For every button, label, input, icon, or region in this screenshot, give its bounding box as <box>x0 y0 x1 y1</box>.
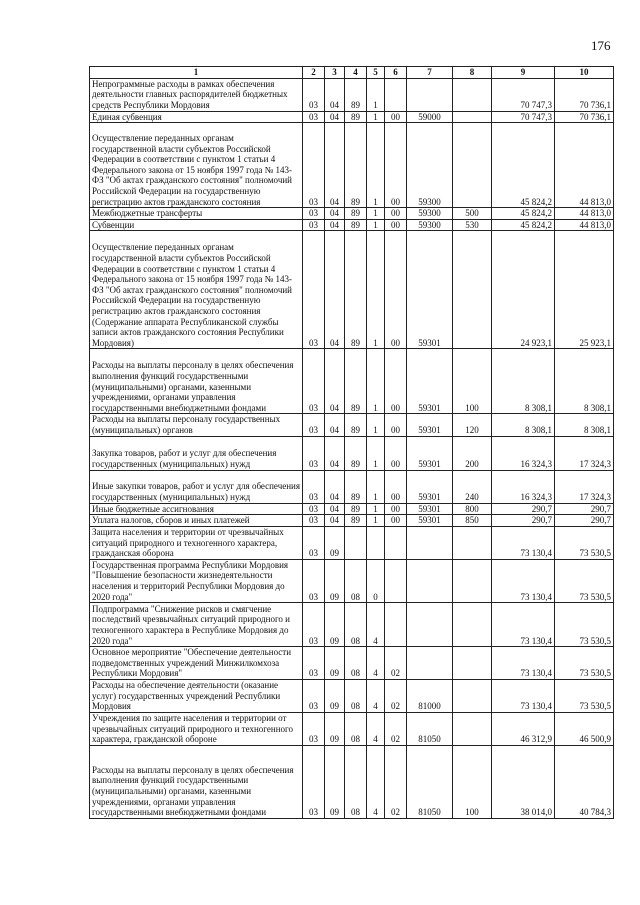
amount-cell: 45 824,2 <box>492 123 555 208</box>
code-cell: 00 <box>385 123 407 208</box>
table-row <box>90 436 614 470</box>
code-cell: 1 <box>367 349 385 414</box>
code-cell: 59300 <box>407 123 453 208</box>
code-cell: 59301 <box>407 503 453 515</box>
code-cell: 04 <box>325 123 345 208</box>
code-cell <box>407 647 453 680</box>
code-cell: 81000 <box>407 679 453 712</box>
amount-cell: 16 324,3 <box>492 470 555 503</box>
expense-name-cell: Осуществление переданных органам государственной власти субъектов Российской Федерации в соответствии с пунктом 1 статьи 4 Федерального закона от 15 ноября 1997 года № 143-ФЗ "Об актах гражданского состояния" полномочий Российской Федерации на государственную регистрацию актов гражданского состояния (Содержание аппарата Республиканской службы записи актов гражданского состояния Республики Мордовия) <box>90 231 303 349</box>
code-cell: 89 <box>345 111 367 123</box>
code-cell: 08 <box>345 745 367 818</box>
table-row <box>90 78 614 111</box>
code-cell: 59301 <box>407 436 453 470</box>
table-row <box>90 219 614 231</box>
code-cell <box>385 603 407 647</box>
column-header-7: 7 <box>407 67 453 79</box>
amount-cell: 290,7 <box>492 503 555 515</box>
code-cell: 59000 <box>407 111 453 123</box>
code-cell: 00 <box>385 231 407 349</box>
amount-cell: 25 923,1 <box>555 231 614 349</box>
code-cell: 03 <box>303 603 325 647</box>
code-cell: 03 <box>303 231 325 349</box>
code-cell: 00 <box>385 503 407 515</box>
budget-table <box>89 66 614 819</box>
column-header-10: 10 <box>555 67 614 79</box>
column-header-8: 8 <box>453 67 492 79</box>
code-cell: 89 <box>345 470 367 503</box>
expense-name-cell: Уплата налогов, сборов и иных платежей <box>90 515 303 527</box>
code-cell: 120 <box>453 414 492 436</box>
code-cell: 89 <box>345 515 367 527</box>
code-cell <box>385 559 407 602</box>
code-cell <box>453 111 492 123</box>
code-cell: 04 <box>325 470 345 503</box>
code-cell: 89 <box>345 208 367 220</box>
code-cell: 03 <box>303 712 325 745</box>
code-cell: 08 <box>345 712 367 745</box>
code-cell <box>345 526 367 559</box>
code-cell <box>407 526 453 559</box>
code-cell: 04 <box>325 436 345 470</box>
table-row <box>90 414 614 436</box>
table-row <box>90 515 614 527</box>
code-cell: 02 <box>385 745 407 818</box>
code-cell: 03 <box>303 78 325 111</box>
code-cell: 0 <box>367 559 385 602</box>
amount-cell: 45 824,2 <box>492 219 555 231</box>
code-cell: 1 <box>367 219 385 231</box>
code-cell: 04 <box>325 349 345 414</box>
code-cell: 89 <box>345 219 367 231</box>
column-header-1: 1 <box>90 67 303 79</box>
code-cell <box>367 526 385 559</box>
code-cell: 4 <box>367 647 385 680</box>
amount-cell: 73 530,5 <box>555 559 614 602</box>
amount-cell: 73 530,5 <box>555 526 614 559</box>
amount-cell: 44 813,0 <box>555 123 614 208</box>
code-cell: 02 <box>385 679 407 712</box>
code-cell: 1 <box>367 111 385 123</box>
code-cell <box>385 526 407 559</box>
expense-name-cell: Расходы на выплаты персоналу в целях обеспечения выполнения функций государственными (муниципальными) органами, казенными учреждениями, органами управления государственными внебюджетными фондами <box>90 745 303 818</box>
code-cell: 4 <box>367 603 385 647</box>
code-cell: 09 <box>325 745 345 818</box>
code-cell: 00 <box>385 470 407 503</box>
amount-cell: 70 747,3 <box>492 78 555 111</box>
expense-name-cell: Государственная программа Республики Мордовия "Повышение безопасности жизнедеятельности населения и территорий Республики Мордовия до 2020 года" <box>90 559 303 602</box>
code-cell: 09 <box>325 712 345 745</box>
code-cell: 59300 <box>407 208 453 220</box>
code-cell: 09 <box>325 647 345 680</box>
code-cell: 04 <box>325 111 345 123</box>
code-cell: 89 <box>345 503 367 515</box>
code-cell <box>385 78 407 111</box>
column-header-6: 6 <box>385 67 407 79</box>
amount-cell: 40 784,3 <box>555 745 614 818</box>
table-row <box>90 712 614 745</box>
table-row <box>90 745 614 818</box>
table-row <box>90 231 614 349</box>
code-cell: 1 <box>367 515 385 527</box>
code-cell: 1 <box>367 503 385 515</box>
expense-name-cell: Расходы на выплаты персоналу в целях обеспечения выполнения функций государственными (муниципальными) органами, казенными учреждениями, органами управления государственными внебюджетными фондами <box>90 349 303 414</box>
code-cell: 08 <box>345 559 367 602</box>
code-cell: 00 <box>385 414 407 436</box>
code-cell <box>453 679 492 712</box>
code-cell <box>453 559 492 602</box>
amount-cell: 44 813,0 <box>555 219 614 231</box>
amount-cell: 73 130,4 <box>492 679 555 712</box>
code-cell: 00 <box>385 219 407 231</box>
code-cell: 09 <box>325 526 345 559</box>
expense-name-cell: Иные бюджетные ассигнования <box>90 503 303 515</box>
code-cell: 89 <box>345 123 367 208</box>
code-cell: 03 <box>303 414 325 436</box>
code-cell: 800 <box>453 503 492 515</box>
code-cell: 03 <box>303 503 325 515</box>
code-cell: 89 <box>345 78 367 111</box>
code-cell: 530 <box>453 219 492 231</box>
column-header-2: 2 <box>303 67 325 79</box>
amount-cell: 8 308,1 <box>492 349 555 414</box>
code-cell: 04 <box>325 231 345 349</box>
code-cell: 59301 <box>407 470 453 503</box>
code-cell: 4 <box>367 745 385 818</box>
amount-cell: 24 923,1 <box>492 231 555 349</box>
expense-name-cell: Межбюджетные трансферты <box>90 208 303 220</box>
code-cell: 02 <box>385 712 407 745</box>
code-cell: 1 <box>367 208 385 220</box>
expense-name-cell: Расходы на обеспечение деятельности (оказание услуг) государственных учреждений Республики Мордовия <box>90 679 303 712</box>
code-cell: 59301 <box>407 414 453 436</box>
code-cell: 03 <box>303 679 325 712</box>
expense-name-cell: Основное мероприятие "Обеспечение деятельности подведомственных учреждений Минжилкомхоза Республики Мордовия" <box>90 647 303 680</box>
code-cell: 1 <box>367 123 385 208</box>
amount-cell: 38 014,0 <box>492 745 555 818</box>
table-row <box>90 503 614 515</box>
table-row <box>90 603 614 647</box>
code-cell <box>453 603 492 647</box>
code-cell: 03 <box>303 470 325 503</box>
amount-cell: 73 130,4 <box>492 526 555 559</box>
code-cell: 59301 <box>407 349 453 414</box>
code-cell <box>407 603 453 647</box>
amount-cell: 70 736,1 <box>555 111 614 123</box>
code-cell: 89 <box>345 414 367 436</box>
expense-name-cell: Расходы на выплаты персоналу государственных (муниципальных) органов <box>90 414 303 436</box>
code-cell <box>453 123 492 208</box>
code-cell: 240 <box>453 470 492 503</box>
code-cell: 04 <box>325 414 345 436</box>
code-cell: 09 <box>325 603 345 647</box>
amount-cell: 73 530,5 <box>555 679 614 712</box>
amount-cell: 46 500,9 <box>555 712 614 745</box>
code-cell: 1 <box>367 231 385 349</box>
amount-cell: 8 308,1 <box>555 414 614 436</box>
table-row <box>90 111 614 123</box>
table-row <box>90 647 614 680</box>
code-cell: 850 <box>453 515 492 527</box>
code-cell: 100 <box>453 745 492 818</box>
code-cell: 81050 <box>407 712 453 745</box>
amount-cell: 73 130,4 <box>492 559 555 602</box>
code-cell: 59301 <box>407 515 453 527</box>
code-cell: 1 <box>367 414 385 436</box>
code-cell: 03 <box>303 515 325 527</box>
code-cell <box>453 712 492 745</box>
table-row <box>90 679 614 712</box>
amount-cell: 8 308,1 <box>555 349 614 414</box>
code-cell: 02 <box>385 647 407 680</box>
table-row <box>90 470 614 503</box>
code-cell: 89 <box>345 349 367 414</box>
code-cell: 03 <box>303 123 325 208</box>
code-cell: 03 <box>303 526 325 559</box>
code-cell <box>407 559 453 602</box>
amount-cell: 45 824,2 <box>492 208 555 220</box>
expense-name-cell: Защита населения и территории от чрезвычайных ситуаций природного и техногенного характера, гражданская оборона <box>90 526 303 559</box>
expense-name-cell: Подпрограмма "Снижение рисков и смягчение последствий чрезвычайных ситуаций природного и техногенного характера в Республике Мордовия до 2020 года" <box>90 603 303 647</box>
table-row <box>90 208 614 220</box>
code-cell: 00 <box>385 515 407 527</box>
code-cell: 03 <box>303 647 325 680</box>
code-cell: 04 <box>325 78 345 111</box>
column-header-9: 9 <box>492 67 555 79</box>
column-header-5: 5 <box>367 67 385 79</box>
amount-cell: 73 530,5 <box>555 603 614 647</box>
expense-name-cell: Непрограммные расходы в рамках обеспечения деятельности главных распорядителей бюджетных средств Республики Мордовия <box>90 78 303 111</box>
amount-cell: 73 530,5 <box>555 647 614 680</box>
table-row <box>90 123 614 208</box>
code-cell: 89 <box>345 436 367 470</box>
code-cell: 03 <box>303 745 325 818</box>
amount-cell: 73 130,4 <box>492 647 555 680</box>
code-cell: 59300 <box>407 219 453 231</box>
code-cell: 03 <box>303 349 325 414</box>
amount-cell: 70 747,3 <box>492 111 555 123</box>
code-cell: 1 <box>367 78 385 111</box>
code-cell: 00 <box>385 208 407 220</box>
table-row <box>90 559 614 602</box>
code-cell: 03 <box>303 111 325 123</box>
code-cell: 00 <box>385 111 407 123</box>
page-number: 176 <box>591 38 611 53</box>
code-cell: 03 <box>303 559 325 602</box>
expense-name-cell: Осуществление переданных органам государственной власти субъектов Российской Федерации в соответствии с пунктом 1 статьи 4 Федерального закона от 15 ноября 1997 года № 143-ФЗ "Об актах гражданского состояния" полномочий Российской Федерации на государственную регистрацию актов гражданского состояния <box>90 123 303 208</box>
code-cell: 09 <box>325 559 345 602</box>
code-cell: 08 <box>345 679 367 712</box>
expense-name-cell: Субвенции <box>90 219 303 231</box>
code-cell: 100 <box>453 349 492 414</box>
amount-cell: 44 813,0 <box>555 208 614 220</box>
column-header-4: 4 <box>345 67 367 79</box>
expense-name-cell: Учреждения по защите населения и территории от чрезвычайных ситуаций природного и техногенного характера, гражданской обороне <box>90 712 303 745</box>
amount-cell: 16 324,3 <box>492 436 555 470</box>
table-body <box>90 78 614 818</box>
code-cell <box>453 647 492 680</box>
code-cell: 04 <box>325 515 345 527</box>
table-header <box>90 67 614 79</box>
amount-cell: 70 736,1 <box>555 78 614 111</box>
table-row <box>90 526 614 559</box>
code-cell: 03 <box>303 436 325 470</box>
table-row <box>90 349 614 414</box>
code-cell <box>453 526 492 559</box>
code-cell: 59301 <box>407 231 453 349</box>
amount-cell: 17 324,3 <box>555 436 614 470</box>
code-cell: 08 <box>345 647 367 680</box>
amount-cell: 8 308,1 <box>492 414 555 436</box>
code-cell: 04 <box>325 208 345 220</box>
code-cell: 89 <box>345 231 367 349</box>
code-cell: 00 <box>385 436 407 470</box>
code-cell: 08 <box>345 603 367 647</box>
amount-cell: 73 130,4 <box>492 603 555 647</box>
amount-cell: 17 324,3 <box>555 470 614 503</box>
amount-cell: 290,7 <box>492 515 555 527</box>
code-cell: 03 <box>303 219 325 231</box>
code-cell: 04 <box>325 219 345 231</box>
code-cell: 4 <box>367 712 385 745</box>
code-cell: 04 <box>325 503 345 515</box>
code-cell <box>453 231 492 349</box>
code-cell: 00 <box>385 349 407 414</box>
code-cell: 4 <box>367 679 385 712</box>
code-cell <box>407 78 453 111</box>
amount-cell: 290,7 <box>555 515 614 527</box>
code-cell: 500 <box>453 208 492 220</box>
amount-cell: 290,7 <box>555 503 614 515</box>
code-cell: 1 <box>367 436 385 470</box>
expense-name-cell: Единая субвенция <box>90 111 303 123</box>
code-cell: 03 <box>303 208 325 220</box>
code-cell: 1 <box>367 470 385 503</box>
code-cell: 09 <box>325 679 345 712</box>
code-cell: 81050 <box>407 745 453 818</box>
code-cell <box>453 78 492 111</box>
amount-cell: 46 312,9 <box>492 712 555 745</box>
column-header-3: 3 <box>325 67 345 79</box>
code-cell: 200 <box>453 436 492 470</box>
expense-name-cell: Закупка товаров, работ и услуг для обеспечения государственных (муниципальных) нужд <box>90 436 303 470</box>
expense-name-cell: Иные закупки товаров, работ и услуг для обеспечения государственных (муниципальных) нужд <box>90 470 303 503</box>
